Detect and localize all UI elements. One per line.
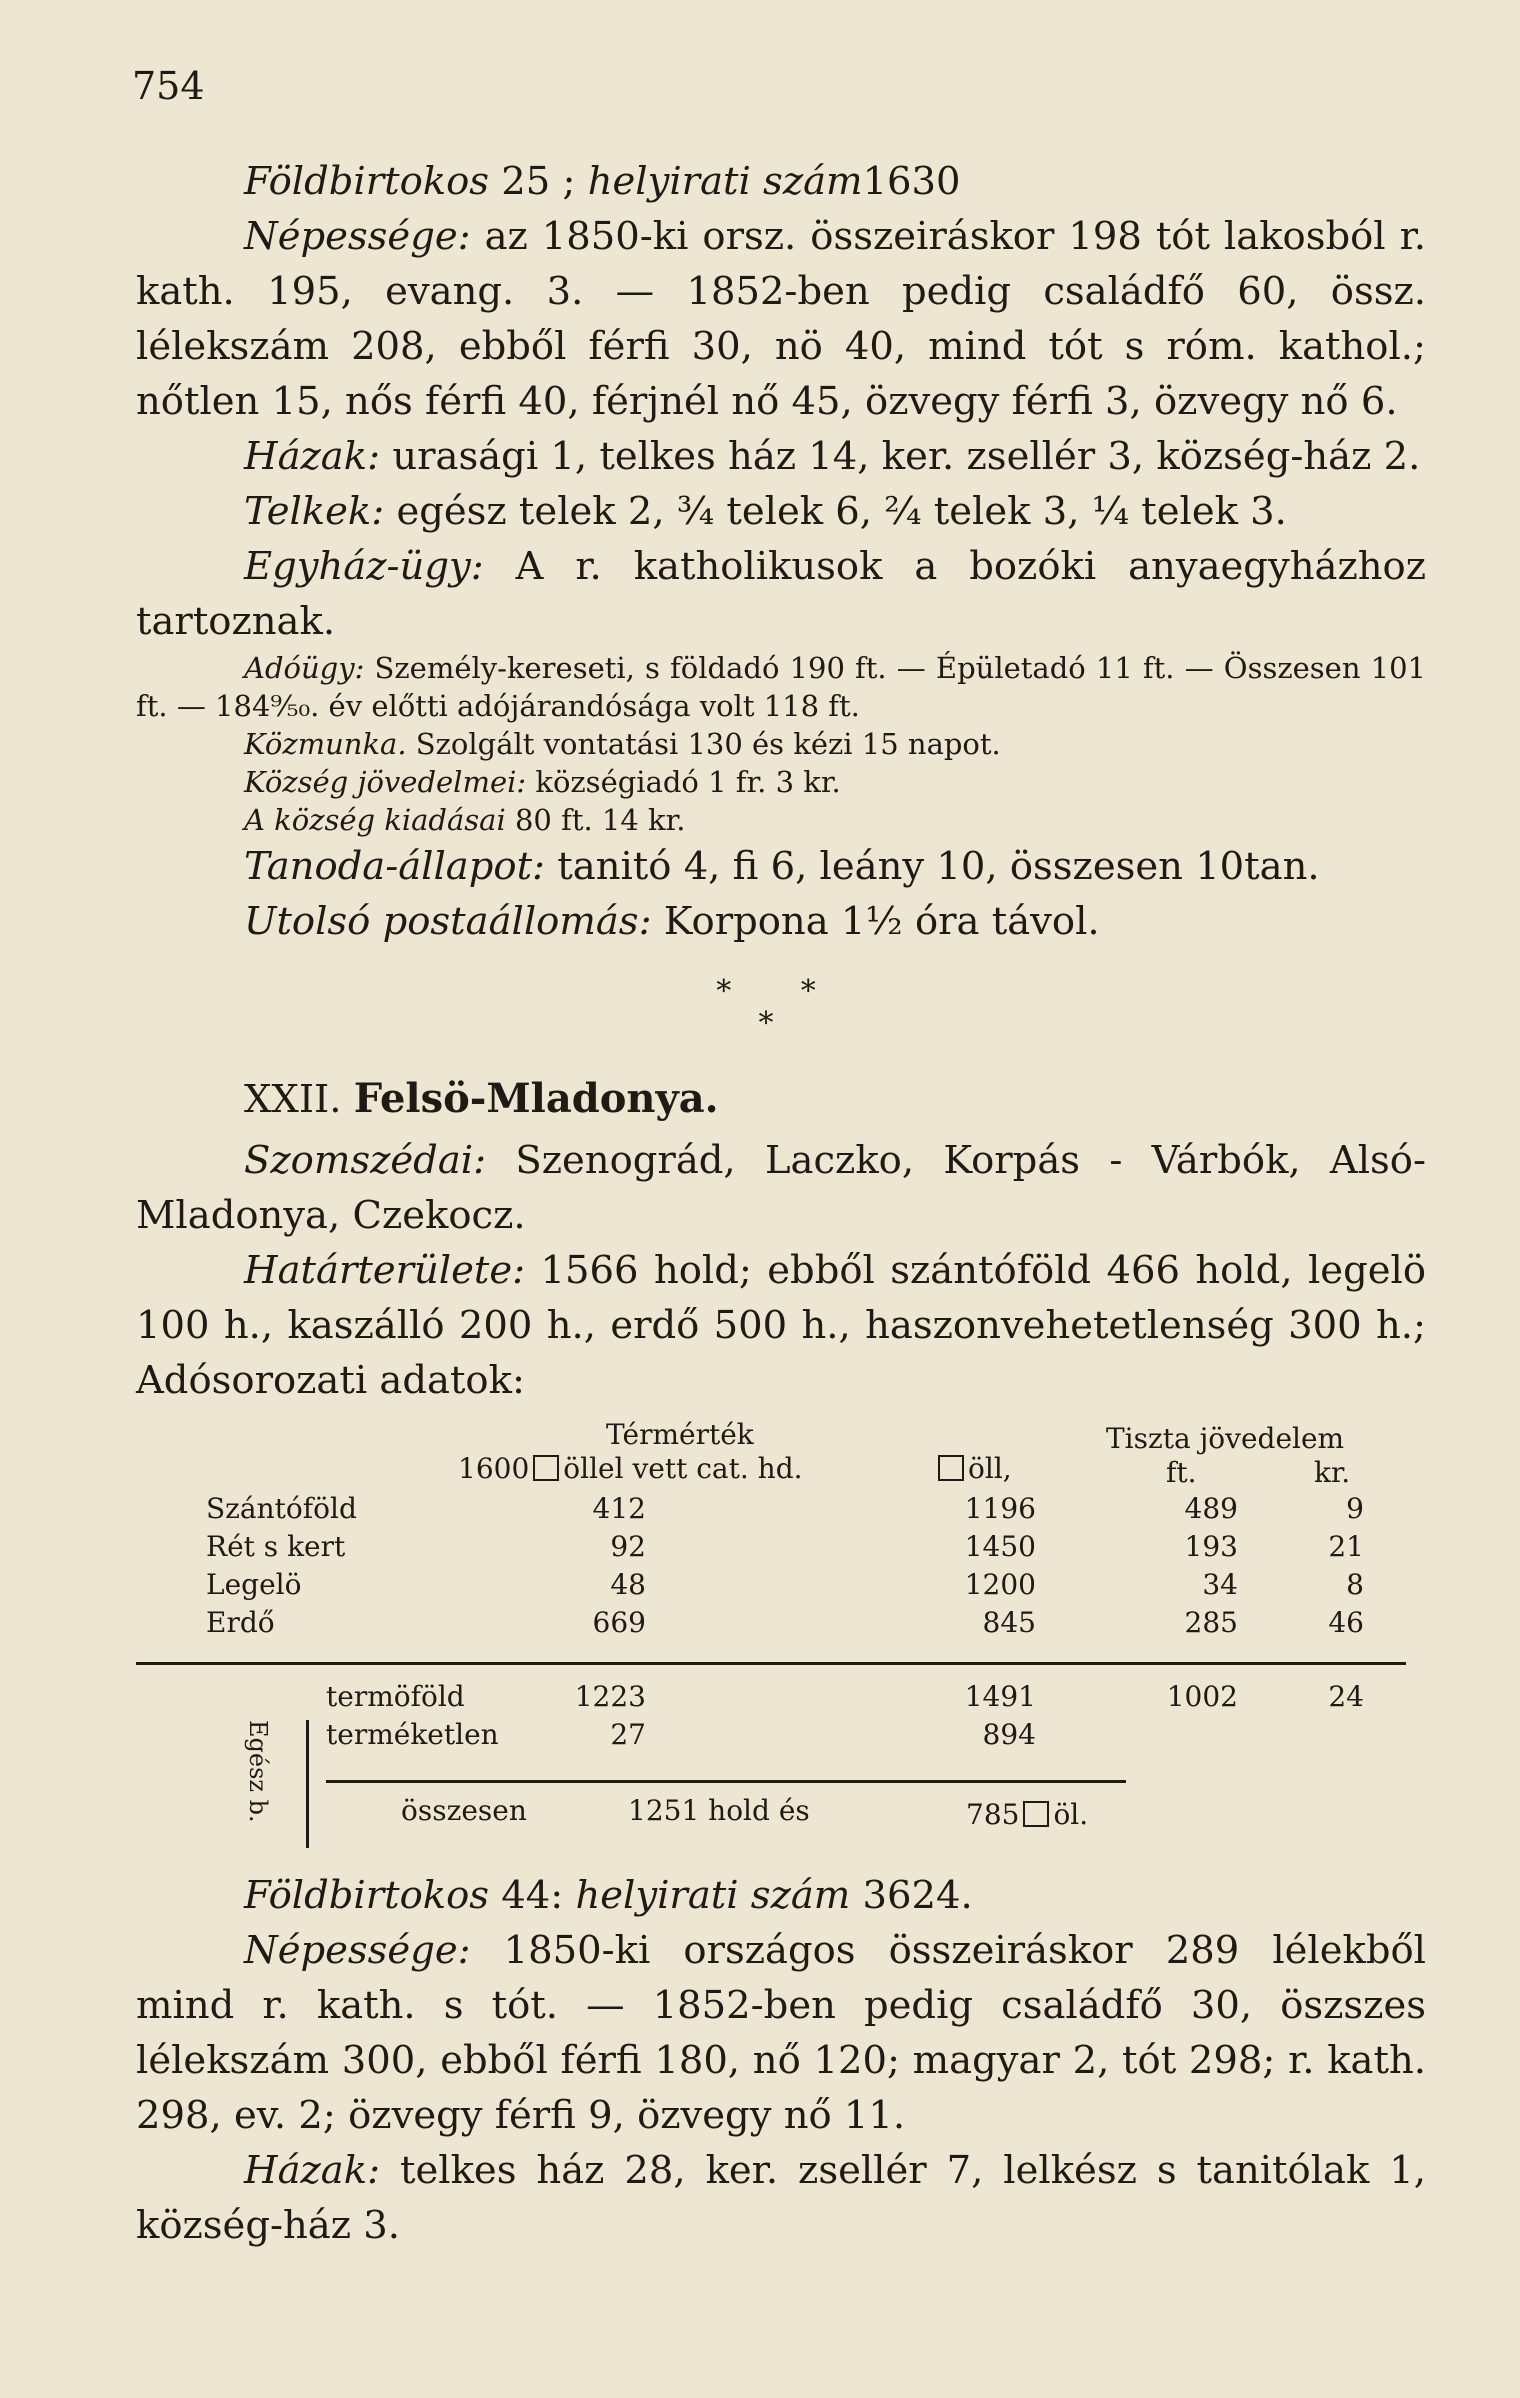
paragraph-kozseg-jovedelmei (136, 763, 1426, 801)
paragraph-foldbirtokos-2 (136, 1868, 1426, 1923)
label: Adóügy: (244, 651, 365, 685)
label: Népessége: (244, 214, 471, 259)
total-0-kr: 24 (1328, 1680, 1364, 1713)
row-1-kr: 21 (1328, 1530, 1364, 1563)
header-ft: ft. (1166, 1456, 1197, 1489)
row-0-name: Szántóföld (206, 1492, 357, 1525)
row-1-ol: 1450 (964, 1530, 1036, 1563)
square-symbol (533, 1455, 559, 1481)
row-3-kr: 46 (1328, 1606, 1364, 1639)
row-3-ft: 285 (1184, 1606, 1238, 1639)
value: 1850-ki országos összeiráskor 289 lélekből mind r. kath. s tót. — 1852-ben pedig családfő 30, öszszes lélekszám 300, ebből férfi 180, nő 120; magyar 2, tót 298; r. kath. 298, ev. 2; özvegy férfi 9, özvegy nő 11. (136, 1928, 1426, 2138)
header-col1-text: öllel vett cat. hd. (563, 1452, 803, 1485)
paragraph-foldbirtokos-1 (136, 154, 1426, 209)
grand-unit: öl. (1053, 1798, 1089, 1831)
row-1-ft: 193 (1184, 1530, 1238, 1563)
section-title: Felsö-Mladonya. (353, 1075, 719, 1122)
row-3-hold: 669 (592, 1606, 646, 1639)
paragraph-hazak-1 (136, 429, 1426, 484)
value: Szolgált vontatási 130 és kézi 15 napot. (406, 727, 1001, 761)
row-2-ol: 1200 (964, 1568, 1036, 1601)
paragraph-adougy (136, 649, 1426, 725)
label: Telkek: (244, 489, 385, 534)
row-2-hold: 48 (610, 1568, 646, 1601)
separator-bottom: * (758, 1006, 804, 1041)
square-symbol (938, 1455, 964, 1481)
label: Népessége: (244, 1928, 471, 1973)
label: helyirati szám (575, 1873, 851, 1918)
total-0-name: termöföld (326, 1680, 465, 1713)
page-body (136, 154, 1426, 2253)
row-1-name: Rét s kert (206, 1530, 346, 1563)
section-number: XXII. (244, 1077, 342, 1122)
row-0-kr: 9 (1346, 1492, 1364, 1525)
header-termertek: Térmérték (606, 1418, 754, 1451)
paragraph-egyhaz-ugy (136, 539, 1426, 649)
value: tanitó 4, fi 6, leány 10, összesen 10tan. (545, 844, 1320, 889)
label: Földbirtokos (244, 1873, 490, 1918)
row-3-ol: 845 (982, 1606, 1036, 1639)
total-1-name: terméketlen (326, 1718, 499, 1751)
label: Határterülete: (244, 1248, 526, 1293)
value: az 1850-ki orsz. összeiráskor 198 tót lakosból r. kath. 195, evang. 3. — 1852-ben pedig családfő 60, össz. lélekszám 208, ebből férfi 30, nö 40, mind tót s róm. kathol.; nőtlen 15, nős férfi 40, férjnél nő 45, özvegy férfi 3, özvegy nő 6. (136, 214, 1426, 424)
separator-top: * * (716, 974, 846, 1009)
label: helyirati szám (587, 159, 863, 204)
label: Földbirtokos (244, 159, 490, 204)
total-1-ol: 894 (982, 1718, 1036, 1751)
value: községiadó 1 fr. 3 kr. (526, 765, 841, 799)
page-number: 754 (132, 64, 205, 108)
label: Egyház-ügy: (244, 544, 484, 589)
grand-ol (966, 1798, 1088, 1832)
paragraph-nepessege-2 (136, 1923, 1426, 2143)
value: 44: (489, 1873, 576, 1918)
header-col1-number: 1600 (458, 1452, 530, 1485)
value: urasági 1, telkes ház 14, ker. zsellér 3, község-ház 2. (380, 434, 1421, 479)
section-heading (136, 1071, 1426, 1127)
table-divider-bottom (326, 1780, 1126, 1783)
grand-hold: 1251 hold és (628, 1794, 810, 1827)
label: Község jövedelmei: (244, 765, 527, 799)
value: Szenográd, Laczko, Korpás - Várbók, Alsó-Mladonya, Czekocz. (136, 1138, 1426, 1238)
square-symbol (1023, 1801, 1049, 1827)
label: Tanoda-állapot: (244, 844, 546, 889)
paragraph-kozmunka (136, 725, 1426, 763)
row-2-kr: 8 (1346, 1568, 1364, 1601)
grand-ol-value: 785 (966, 1798, 1020, 1831)
grand-label: összesen (401, 1794, 527, 1827)
paragraph-kozseg-kiadasai (136, 801, 1426, 839)
paragraph-tanoda (136, 839, 1426, 894)
label: Utolsó postaállomás: (244, 899, 652, 944)
value: 25 ; (489, 159, 588, 204)
value: 1566 hold; ebből szántóföld 466 hold, legelö 100 h., kaszálló 200 h., erdő 500 h., haszonvehetetlenség 300 h.; Adósorozati adatok: (136, 1248, 1426, 1403)
value: 3624. (850, 1873, 973, 1918)
paragraph-nepessege-1 (136, 209, 1426, 429)
total-0-ol: 1491 (964, 1680, 1036, 1713)
value: Személy-kereseti, s földadó 190 ft. — Épületadó 11 ft. — Összesen 101 ft. — 184⁹⁄₅₀. év előtti adójárandósága volt 118 ft. (136, 651, 1426, 723)
table-divider (136, 1662, 1406, 1665)
row-0-ft: 489 (1184, 1492, 1238, 1525)
paragraph-posta (136, 894, 1426, 949)
paragraph-szomszedai (136, 1133, 1426, 1243)
brace (306, 1720, 319, 1848)
side-label: Egész b. (244, 1720, 272, 1823)
value: 1630 (862, 159, 961, 204)
header-kr: kr. (1314, 1456, 1351, 1489)
row-1-hold: 92 (610, 1530, 646, 1563)
label: Szomszédai: (244, 1138, 487, 1183)
value: telkes ház 28, ker. zsellér 7, lelkész s tanitólak 1, község-ház 3. (136, 2148, 1426, 2248)
land-table (136, 1418, 1426, 1868)
header-col2 (934, 1452, 1012, 1486)
section-separator (136, 974, 1426, 1041)
paragraph-hazak-2 (136, 2143, 1426, 2253)
row-0-ol: 1196 (964, 1492, 1036, 1525)
label: A község kiadásai (244, 803, 506, 837)
value: A r. katholikusok a bozóki anyaegyházhoz tartoznak. (136, 544, 1426, 644)
value: 80 ft. 14 kr. (505, 803, 686, 837)
total-0-ft: 1002 (1166, 1680, 1238, 1713)
value: Korpona 1½ óra távol. (651, 899, 1100, 944)
row-3-name: Erdő (206, 1606, 275, 1639)
header-tiszta-jovedelem: Tiszta jövedelem (1106, 1422, 1345, 1455)
label: Házak: (244, 2148, 381, 2193)
header-col2-text: öll, (968, 1452, 1012, 1485)
header-col1 (458, 1452, 803, 1486)
row-2-name: Legelö (206, 1568, 302, 1601)
total-1-hold: 27 (610, 1718, 646, 1751)
total-0-hold: 1223 (574, 1680, 646, 1713)
row-2-ft: 34 (1202, 1568, 1238, 1601)
label: Házak: (244, 434, 381, 479)
value: egész telek 2, ¾ telek 6, ²⁄₄ telek 3, ¼ telek 3. (384, 489, 1287, 534)
label: Közmunka. (244, 727, 407, 761)
row-0-hold: 412 (592, 1492, 646, 1525)
paragraph-hatarterulete (136, 1243, 1426, 1408)
paragraph-telkek (136, 484, 1426, 539)
